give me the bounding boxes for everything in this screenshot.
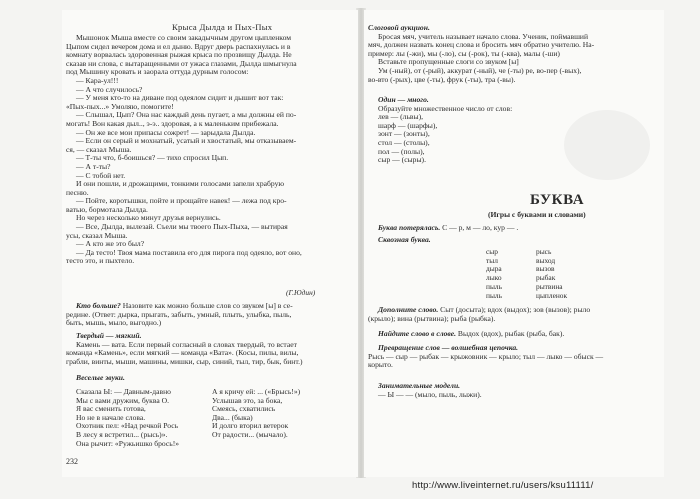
story-line: — Да тесто! Твоя мама поставила его для пирога под одеяло, вот оно,: [76, 247, 302, 257]
who-more-line: быть, мышь, мыло, выгодно.): [66, 318, 162, 328]
story-line: И они пошли, и дрожащими, тонкими голосами запели храбрую: [76, 179, 285, 189]
poem-line: Она рычит: «Ружьишко брось!»: [76, 438, 180, 448]
models-label: Занимательные модели.: [378, 381, 461, 390]
page-number: 232: [66, 457, 78, 466]
poem-line: Два... (быка): [212, 412, 253, 422]
poem-right-column: [212, 388, 300, 440]
story-line: — Слышал, Цып? Она нас каждый день пугает, а мы должны ей по-: [76, 110, 297, 120]
hard-soft-label: Твердый — мягкий.: [76, 331, 142, 340]
poem-line: Охотник пел: «Над речкой Рось: [76, 421, 179, 431]
who-more-line: Назовите как можно больше слов со звуком [ы] в се-: [120, 301, 293, 310]
story-line: песню.: [66, 187, 89, 197]
one-many-label: Один — много.: [378, 95, 429, 104]
who-more-label: Кто больше?: [76, 301, 121, 310]
story-line: «Пых-пых...» Умоляю, помогите!: [66, 101, 174, 111]
find-word-label: Найдите слово в слове.: [378, 329, 456, 338]
poem-line: Я вас сменить готова,: [76, 404, 146, 414]
auction-line: Вставьте пропущенные слоги со звуком [ы]: [378, 57, 519, 67]
one-many-word: сыр — (сыры).: [378, 155, 426, 165]
auction-line: мяч, должен назвать конец слова и бросить мяч обратно учителю. На-: [368, 40, 595, 50]
through-word: пыль: [486, 290, 502, 300]
poem-left-column: [76, 388, 179, 448]
story-line: под Мышину кровать и заорала оттуда дурным голосом:: [66, 67, 249, 77]
story-line: — Кара-ул!!!: [76, 75, 119, 85]
poem-line: Мы с вами дружим, буква О.: [76, 395, 170, 405]
lost-letter-section: [378, 224, 518, 233]
auction-line: Ум (-ный), от (-рый), аккурат (-ный), че (-ты) ре, во-пер (-вых),: [378, 65, 582, 75]
story-text: [66, 34, 302, 266]
hard-soft-line: грабли, винты, мыши, машины, мишки, сыр, синий, тыл, тир, бык, бинт.): [66, 356, 303, 366]
left-page: [62, 10, 358, 477]
through-word: вызов: [536, 264, 555, 274]
story-line: — Он же все мои припасы сожрет! — зарыдала Дылда.: [76, 127, 256, 137]
one-many-intro: Образуйте множественное число от слов:: [378, 103, 513, 113]
story-line: тесто это, и пыхтело.: [66, 256, 135, 266]
one-many-word: пол — (полы),: [378, 146, 425, 156]
one-many-section: [378, 96, 512, 165]
through-word: тыл: [486, 255, 498, 265]
section-subtitle: (Игры с буквами и словами): [488, 210, 586, 219]
story-line: — Все, Дылда, вылезай. Съели мы твоего Пых-Пыха, — вытирая: [76, 222, 288, 232]
fun-sounds-label: Веселые звуки.: [76, 373, 125, 382]
through-word: пыль: [486, 281, 502, 291]
through-letter-col2: [536, 248, 567, 300]
right-page: [364, 10, 664, 477]
poem-line: Смеясь, схватились: [212, 404, 276, 414]
lost-letter-text: С — р, м — ло, кур — .: [440, 223, 519, 232]
poem-line: А я кричу ей: ... («Брысь!»): [212, 387, 301, 396]
through-word: цыпленок: [536, 290, 568, 300]
auction-line: во-вто (-рых), цве (-ты), фрук (-ты), тра (-вы).: [368, 74, 516, 84]
story-line: — Пойте, коротышки, пойте и прощайте навек! — лежа под кро-: [76, 196, 287, 206]
find-word-section: [378, 330, 564, 339]
story-line: Мышонок Мыша вместе со своим закадычным другом цыпленком: [76, 33, 292, 42]
site-url[interactable]: http://www.liveinternet.ru/users/ksu11111/: [412, 480, 594, 491]
story-line: ся, — сказал Мыша.: [66, 144, 132, 154]
transform-section: [368, 344, 603, 370]
who-more-line: редине. (Ответ: дырка, прыгать, забыть, умный, плыть, улыбка, пыль,: [66, 309, 292, 319]
through-word: рысь: [536, 247, 552, 256]
story-line: — А что случилось?: [76, 84, 143, 94]
hard-soft-line: Камень — вата. Если первый согласный в словах твердый, то встает: [76, 339, 297, 349]
one-many-word: лев — (львы),: [378, 112, 424, 122]
auction-label: Слоговой аукцион.: [368, 23, 430, 32]
through-word: дыра: [486, 264, 502, 274]
story-line: ватью, бормотала Дылда.: [66, 204, 148, 214]
find-word-text: Выдох (вдох), рыбак (рыба, бак).: [455, 329, 565, 338]
story-line: — У меня кто-то на диване под одеялом сидит и дышит вот так:: [76, 93, 284, 103]
story-line: — А кто же это был?: [76, 239, 145, 249]
add-word-line: (крыло); вина (рытвина); рыба (рыбка).: [368, 313, 496, 323]
models-section: [378, 382, 482, 399]
one-many-word: стол — (столы),: [378, 137, 430, 147]
one-many-word: шарф — (шарфы),: [378, 120, 438, 130]
models-text: — Ы — — (мыло, пыль, лыжи).: [378, 389, 482, 399]
story-line: комнату ворвалась здоровенная рыжая крыса по прозвищу Дылда. Не: [66, 50, 292, 60]
story-line: — С тобой нет.: [76, 170, 126, 180]
story-line: — Т-ты что, б-боишься? — тихо спросил Цып.: [76, 153, 229, 163]
section-title: БУКВА: [530, 192, 585, 208]
story-line: могать! Вон какая дыл.., э-э.. здоровая, а к маленьким прибежала.: [66, 118, 279, 128]
hard-soft-section: [66, 332, 303, 366]
lost-letter-label: Буква потерялась.: [378, 223, 441, 232]
one-many-word: зонт — (зонты),: [378, 129, 430, 139]
story-line: сказав ни слова, с вытаращенными от ужаса глазами, Дылда шмыгнула: [66, 58, 297, 68]
transform-line: корыто.: [368, 360, 393, 370]
poem-line: От радости... (мычало).: [212, 429, 288, 439]
story-title: Крыса Дылда и Пых-Пых: [172, 22, 273, 32]
auction-section: [368, 24, 594, 84]
story-line: Но через несколько минут друзья вернулись.: [76, 213, 221, 223]
faded-illustration: [564, 110, 650, 180]
story-line: — Если он серый и мохнатый, усатый и хвостатый, мы отказываем-: [76, 136, 297, 146]
auction-line: Бросая мяч, учитель называет начало слова. Ученик, поймавший: [378, 31, 589, 41]
auction-line: пример: лы (-жи), мы (-ло), сы (-рок), ты (-ква), малы (-ши): [368, 48, 560, 58]
through-word: выход: [536, 255, 556, 265]
through-word: рыбак: [536, 273, 556, 283]
through-letter-col1: [486, 248, 502, 300]
through-letter-label: Сквозная буква.: [378, 235, 431, 244]
story-line: — А т-ты?: [76, 161, 111, 171]
through-word: рытвина: [536, 281, 563, 291]
poem-line: И долго вторил ветерок: [212, 421, 289, 431]
poem-line: Услышав это, за бока,: [212, 395, 283, 405]
poem-line: Сказала Ы: — Давным-давно: [76, 387, 171, 396]
story-line: усы, сказал Мыша.: [66, 230, 128, 240]
transform-label: Превращение слов — волшебная цепочка.: [378, 343, 519, 352]
story-signature: (Г.Юдин): [286, 288, 316, 297]
through-word: сыр: [486, 247, 498, 256]
add-word-line: Сыт (досыта); вдох (выдох); зов (вызов); рыло: [438, 305, 591, 314]
who-more-section: [66, 302, 293, 328]
through-word: лыко: [486, 273, 502, 283]
add-word-section: [368, 306, 590, 323]
add-word-label: Дополните слово.: [378, 305, 439, 314]
poem-line: Но не в начале слова.: [76, 412, 146, 422]
transform-line: Рысь — сыр — рыбак — крыжовник — крыло; тыл — лыко — обыск —: [368, 351, 604, 361]
poem-line: В лесу я встретил... (рысь)».: [76, 429, 168, 439]
story-line: Цыпом сидел вечером дома и ел дыню. Вдруг дверь распахнулась и в: [66, 41, 291, 51]
hard-soft-line: команда «Камень», если мягкий — команда «Вата». (Косы, пилы, вилы,: [66, 348, 299, 358]
